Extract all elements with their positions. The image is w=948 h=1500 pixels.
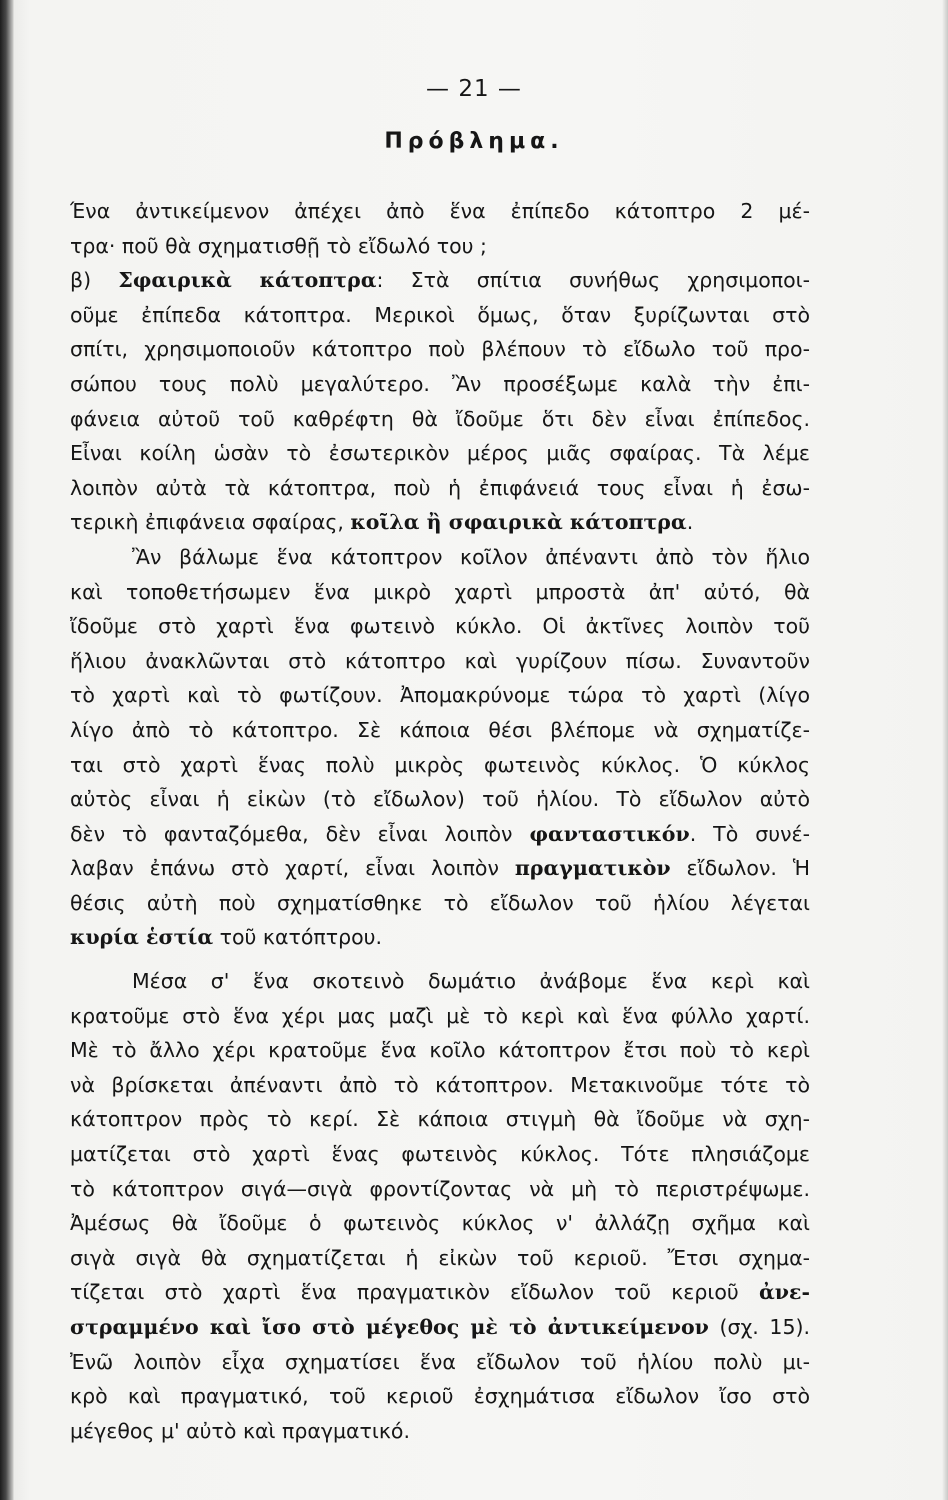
bold-term: πραγματικὸν (514, 856, 671, 881)
text-line (70, 1137, 810, 1172)
text-line (70, 1241, 810, 1276)
text-line (70, 367, 810, 402)
text-span: αὐτὸς εἶναι ἡ εἰκὼν (τὸ εἴδωλον) τοῦ ἡλίου. Τὸ εἴδωλον αὐτὸ (70, 787, 810, 812)
text-span: κρὸ καὶ πραγματικό, τοῦ κεριοῦ ἐσχημάτισα εἴδωλον ἴσο στὸ (70, 1384, 810, 1409)
text-line (70, 1068, 810, 1103)
text-line (70, 575, 810, 610)
text-span: σπίτι, χρησιμοποιοῦν κάτοπτρο ποὺ βλέπουν τὸ εἴδωλο τοῦ προ- (70, 337, 810, 362)
text-line (70, 817, 810, 852)
text-line (70, 402, 810, 437)
text-span: : Στὰ σπίτια συνήθως χρησιμοποι- (376, 268, 810, 293)
text-span: . Τὸ συνέ- (689, 821, 810, 846)
text-span: σώπου τους πολὺ μεγαλύτερο. Ἂν προσέξωμε καλὰ τὴν ἐπι- (70, 371, 810, 396)
text-line (70, 471, 810, 506)
text-span: εἴδωλον. Ἡ (670, 856, 810, 881)
bold-term: κοῖλα ἢ σφαιρικὰ κάτοπτρα (350, 510, 687, 535)
text-span: νὰ βρίσκεται ἀπέναντι ἀπὸ τὸ κάτοπτρον. Μετακινοῦμε τότε τὸ (70, 1072, 810, 1097)
text-span: Εἶναι κοίλη ὡσὰν τὸ ἐσωτερικὸν μέρος μιᾶς σφαίρας. Τὰ λέμε (70, 441, 810, 466)
text-line (70, 505, 810, 540)
text-span: β) (70, 268, 119, 293)
text-span: (σχ. 15). (708, 1315, 810, 1339)
text-line (70, 540, 810, 575)
text-line (70, 229, 810, 264)
text-span: φάνεια αὐτοῦ τοῦ καθρέφτη θὰ ἴδοῦμε ὅτι δὲν εἶναι ἐπίπεδος. (70, 406, 810, 431)
text-line (70, 1310, 810, 1345)
page-number: — 21 — (426, 76, 522, 102)
text-span: Μέσα σ' ἕνα σκοτεινὸ δωμάτιο ἀνάβομε ἕνα κερὶ καὶ (132, 969, 810, 994)
text-line (70, 1172, 810, 1207)
text-span: κρατοῦμε στὸ ἕνα χέρι μας μαζὶ μὲ τὸ κερὶ καὶ ἕνα φύλλο χαρτί. (70, 1003, 810, 1028)
text-span: καὶ τοποθετήσωμεν ἕνα μικρὸ χαρτὶ μπροστὰ ἀπ' αὐτό, θὰ (70, 579, 810, 604)
text-line (70, 851, 810, 886)
text-line (70, 436, 810, 471)
text-span: Μὲ τὸ ἄλλο χέρι κρατοῦμε ἕνα κοῖλο κάτοπτρον ἔτσι ποὺ τὸ κερὶ (70, 1038, 810, 1063)
text-line (70, 748, 810, 783)
text-span: τὸ κάτοπτρον σιγά—σιγὰ φροντίζοντας νὰ μὴ τὸ περιστρέψωμε. (70, 1176, 810, 1201)
text-span: σιγὰ σιγὰ θὰ σχηματίζεται ἡ εἰκὼν τοῦ κεριοῦ. Ἔτσι σχημα- (70, 1245, 810, 1270)
text-line (70, 886, 810, 921)
text-span: δὲν τὸ φανταζόμεθα, δὲν εἶναι λοιπὸν (70, 821, 530, 846)
text-span: τοῦ κατόπτρου. (213, 925, 382, 950)
bold-term: στραμμένο καὶ ἴσο στὸ μέγεθος μὲ τὸ ἀντικείμενον (70, 1315, 709, 1339)
text-span: Ένα ἀντικείμενον ἀπέχει ἀπὸ ἕνα ἐπίπεδο κάτοπτρο 2 μέ- (70, 199, 810, 223)
text-span: τρα· ποῦ θὰ σχηματισθῇ τὸ εἴδωλό του ; (70, 233, 487, 258)
page-binding-shadow (0, 0, 14, 1500)
text-line (70, 332, 810, 367)
text-span: Ἂν βάλωμε ἕνα κάτοπτρον κοῖλον ἀπέναντι ἀπὸ τὸν ἥλιο (132, 544, 810, 569)
text-line (70, 609, 810, 644)
text-line (70, 964, 810, 999)
text-line (70, 713, 810, 748)
text-span: λίγο ἀπὸ τὸ κάτοπτρο. Σὲ κάποια θέσι βλέπομε νὰ σχηματίζε- (70, 717, 810, 742)
text-span: ἴδοῦμε στὸ χαρτὶ ἕνα φωτεινὸ κύκλο. Οἱ ἀκτῖνες λοιπὸν τοῦ (70, 614, 810, 639)
text-line (70, 1414, 810, 1449)
text-line (70, 1379, 810, 1414)
section-heading: Πρόβλημα. (384, 129, 564, 154)
text-line (70, 1102, 810, 1137)
page-edge (942, 0, 948, 1500)
bold-term: Σφαιρικὰ κάτοπτρα (118, 268, 377, 293)
text-span: ἥλιου ἀνακλῶνται στὸ κάτοπτρο καὶ γυρίζουν πίσω. Συναντοῦν (70, 648, 810, 673)
text-span: Ἐνῶ λοιπὸν εἶχα σχηματίσει ἕνα εἴδωλον τοῦ ἡλίου πολὺ μι- (70, 1349, 810, 1374)
text-span: μέγεθος μ' αὐτὸ καὶ πραγματικό. (70, 1418, 410, 1443)
text-line (70, 782, 810, 817)
text-line (70, 1033, 810, 1068)
text-span: λοιπὸν αὐτὰ τὰ κάτοπτρα, ποὺ ἡ ἐπιφάνειά τους εἶναι ἡ ἐσω- (70, 475, 810, 500)
text-span: θέσις αὐτὴ ποὺ σχηματίσθηκε τὸ εἴδωλον τοῦ ἡλίου λέγεται (70, 890, 810, 915)
text-line (70, 644, 810, 679)
bold-term: κυρία ἑστία (70, 925, 214, 950)
text-span: ματίζεται στὸ χαρτὶ ἕνας φωτεινὸς κύκλος. Τότε πλησιάζομε (70, 1142, 810, 1167)
text-span: οῦμε ἐπίπεδα κάτοπτρα. Μερικοὶ ὅμως, ὅταν ξυρίζωνται στὸ (70, 302, 810, 327)
text-span: . (686, 510, 694, 535)
text-line (70, 999, 810, 1034)
text-line (70, 1345, 810, 1380)
text-line (70, 678, 810, 713)
body-text (70, 194, 810, 1448)
text-line (70, 194, 810, 229)
text-span: τὸ χαρτὶ καὶ τὸ φωτίζουν. Ἀπομακρύνομε τώρα τὸ χαρτὶ (λίγο (70, 683, 810, 708)
bold-term: ἀνε- (759, 1280, 810, 1305)
text-line (70, 1206, 810, 1241)
text-span: τερικὴ ἐπιφάνεια σφαίρας, (70, 510, 351, 535)
text-span: λαβαν ἐπάνω στὸ χαρτί, εἶναι λοιπὸν (70, 856, 515, 881)
text-line (70, 298, 810, 333)
text-span: Ἀμέσως θὰ ἴδοῦμε ὁ φωτεινὸς κύκλος ν' ἀλλάζῃ σχῆμα καὶ (70, 1211, 810, 1236)
text-span: κάτοπτρον πρὸς τὸ κερί. Σὲ κάποια στιγμὴ θὰ ἴδοῦμε νὰ σχη- (70, 1107, 810, 1132)
bold-term: φανταστικόν (529, 821, 690, 846)
text-line (70, 1275, 810, 1310)
text-line (70, 920, 810, 955)
text-span: τίζεται στὸ χαρτὶ ἕνα πραγματικὸν εἴδωλον τοῦ κεριοῦ (70, 1280, 760, 1305)
text-span: ται στὸ χαρτὶ ἕνας πολὺ μικρὸς φωτεινὸς κύκλος. Ὁ κύκλος (70, 752, 810, 777)
text-line (70, 263, 810, 298)
